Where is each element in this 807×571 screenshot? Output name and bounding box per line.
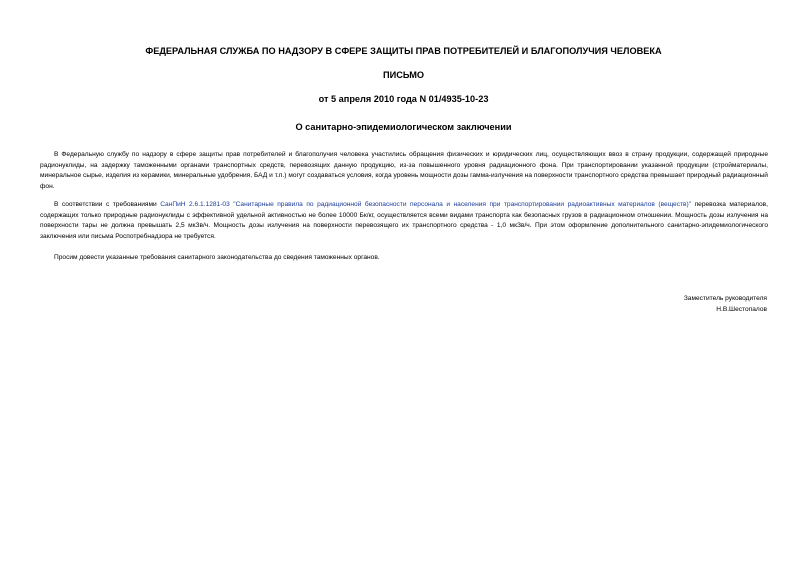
agency-title: ФЕДЕРАЛЬНАЯ СЛУЖБА ПО НАДЗОРУ В СФЕРЕ ЗАЩИТЫ ПРАВ ПОТРЕБИТЕЛЕЙ И БЛАГОПОЛУЧИЯ ЧЕЛОВЕКА bbox=[145, 46, 662, 56]
document-type: ПИСЬМО bbox=[382, 70, 425, 80]
paragraph-2-lead: В соответствии с требованиями bbox=[54, 201, 161, 208]
paragraph-2-rest: перевозка материалов, содержащих только природные радионуклиды с эффективной удельной активностью не более 10000 Бк/кг, осуществляется всеми видами транспорта как безопасных грузов в радиационном отношении. Мощность дозы излучения на поверхности тары не должна превышать 2,5 мкЗв/ч. Мощность дозы излучения на поверхности перевозящего их транспортного средства - 1,0 мкЗв/ч. При этом оформление дополнительного санитарно-эпидемиологического заключения или письма Роспотребнадзора не требуется. bbox=[40, 201, 769, 240]
body-paragraph-1: В Федеральную службу по надзору в сфере защиты прав потребителей и благополучия человека участились обращения физических и юридических лиц, осуществляющих ввоз в страну продукции, содержащей природные радионуклиды, на задержку таможенными органами транспортных средств, перевозящих данную продукцию, из-за повышенного уровня радиационного фона. При транспортировании указанной продукции (стройматериалы, минеральное сырье, изделия из керамики, минеральные удобрения, БАД и т.п.) могут создаваться условия, когда уровень мощности дозы гамма-излучения на поверхности транспортного средства превышает природный радиационный фон. bbox=[40, 151, 768, 190]
document-date-number: от 5 апреля 2010 года N 01/4935-10-23 bbox=[318, 94, 489, 104]
document-subject: О санитарно-эпидемиологическом заключении bbox=[295, 122, 512, 132]
signature-block bbox=[684, 293, 767, 315]
signatory-name: Н.В.Шестопалов bbox=[716, 306, 767, 313]
body-paragraph-3: Просим довести указанные требования санитарного законодательства до сведения таможенных органов. bbox=[54, 254, 380, 261]
body-paragraph-2 bbox=[40, 200, 768, 242]
sanpin-link[interactable]: СанПиН 2.6.1.1281-03 "Санитарные правила по радиационной безопасности персонала и населения при транспортировании радиоактивных материалов (веществ)" bbox=[160, 201, 692, 208]
signatory-position: Заместитель руководителя bbox=[683, 295, 767, 302]
